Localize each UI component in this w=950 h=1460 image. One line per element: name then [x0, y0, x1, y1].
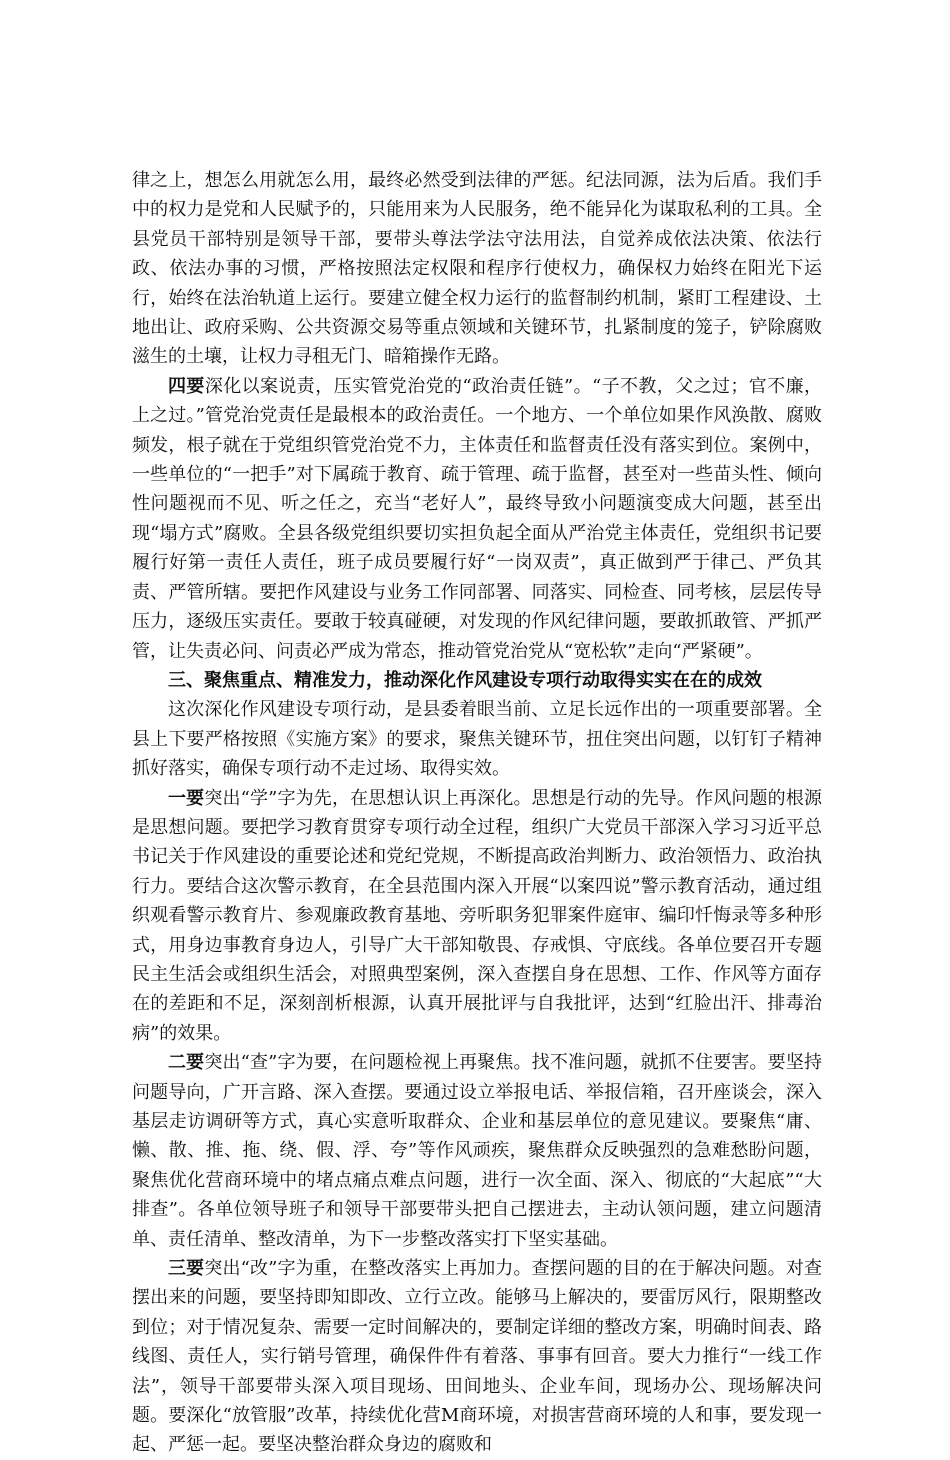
paragraph-point-four — [132, 372, 822, 666]
point-four-lead: 四要 — [168, 375, 205, 397]
section-three-intro: 这次深化作风建设专项行动，是县委着眼当前、立足长远作出的一项重要部署。全县上下要严格按照《实施方案》的要求，聚焦关键环节，扭住突出问题，以钉钉子精神抓好落实，确保专项行动不走过场、取得实效。 — [132, 699, 822, 780]
item-three-body: 突出“改”字为重，在整改落实上再加力。查摆问题的目的在于解决问题。对查摆出来的问题，要坚持即知即改、立行立改。能够马上解决的，要雷厉风行，限期整改到位；对于情况复杂、需要一定时间解决的，要制定详细的整改方案，明确时间表、路线图、责任人，实行销号管理，确保件件有着落、事事有回音。要大力推行“一线工作法”，领导干部要带头深入项目现场、田间地头、企业车间，现场办公、现场解决问题。要深化“放管服”改革，持续优化营M商环境，对损害营商环境的人和事，要发现一起、严惩一起。要坚决整治群众身边的腐败和 — [132, 1258, 822, 1456]
point-four-body: 深化以案说责，压实管党治党的“政治责任链”。“子不教，父之过；官不廉，上之过。”管党治党责任是最根本的政治责任。一个地方、一个单位如果作风涣散、腐败频发，根子就在于党组织管党治党不力，主体责任和监督责任没有落实到位。案例中，一些单位的“一把手”对下属疏于教育、疏于管理、疏于监督，甚至对一些苗头性、倾向性问题视而不见、听之任之，充当“老好人”，最终导致小问题演变成大问题，甚至出现“塌方式”腐败。全县各级党组织要切实担负起全面从严治党主体责任，党组织书记要履行好第一责任人责任，班子成员要履行好“一岗双责”，真正做到严于律己、严负其责、严管所辖。要把作风建设与业务工作同部署、同落实、同检查、同考核，层层传导压力，逐级压实责任。要敢于较真碰硬，对发现的作风纪律问题，要敢抓敢管、严抓严管，让失责必问、问责必严成为常态，推动管党治党从“宽松软”走向“严紧硬”。 — [132, 375, 823, 662]
item-two-lead: 二要 — [168, 1052, 205, 1074]
paragraph-item-two — [132, 1048, 822, 1254]
item-three-lead: 三要 — [168, 1258, 205, 1280]
paragraph-item-three — [132, 1254, 822, 1460]
item-one-lead: 一要 — [168, 787, 205, 809]
paragraph-item-one — [132, 784, 822, 1049]
item-two-body: 突出“查”字为要，在问题检视上再聚焦。找不准问题，就抓不住要害。要坚持问题导向，广开言路、深入查摆。要通过设立举报电话、举报信箱，召开座谈会，深入基层走访调研等方式，真心实意听取群众、企业和基层单位的意见建议。要聚焦“庸、懒、散、推、拖、绕、假、浮、夸”等作风顽疾，聚焦群众反映强烈的急难愁盼问题，聚焦优化营商环境中的堵点痛点难点问题，进行一次全面、深入、彻底的“大起底”“大排查”。各单位领导班子和领导干部要带头把自己摆进去，主动认领问题，建立问题清单、责任清单、整改清单，为下一步整改落实打下坚实基础。 — [132, 1052, 822, 1250]
document-page — [132, 166, 822, 1460]
paragraph-continuation: 律之上，想怎么用就怎么用，最终必然受到法律的严惩。纪法同源，法为后盾。我们手中的权力是党和人民赋予的，只能用来为人民服务，绝不能异化为谋取私利的工具。全县党员干部特别是领导干部，要带头尊法学法守法用法，自觉养成依法决策、依法行政、依法办事的习惯，严格按照法定权限和程序行使权力，确保权力始终在阳光下运行，始终在法治轨道上运行。要建立健全权力运行的监督制约机制，紧盯工程建设、土地出让、政府采购、公共资源交易等重点领域和关键环节，扎紧制度的笼子，铲除腐败滋生的土壤，让权力寻租无门、暗箱操作无路。 — [132, 170, 822, 368]
section-three-heading: 三、聚焦重点、精准发力，推动深化作风建设专项行动取得实实在在的成效 — [168, 669, 762, 691]
item-one-body: 突出“学”字为先，在思想认识上再深化。思想是行动的先导。作风问题的根源是思想问题。要把学习教育贯穿专项行动全过程，组织广大党员干部深入学习习近平总书记关于作风建设的重要论述和党纪党规，不断提高政治判断力、政治领悟力、政治执行力。要结合这次警示教育，在全县范围内深入开展“以案四说”警示教育活动，通过组织观看警示教育片、参观廉政教育基地、旁听职务犯罪案件庭审、编印忏悔录等多种形式，用身边事教育身边人，引导广大干部知敬畏、存戒惧、守底线。各单位要召开专题民主生活会或组织生活会，对照典型案例，深入查摆自身在思想、工作、作风等方面存在的差距和不足，深刻剖析根源，认真开展批评与自我批评，达到“红脸出汗、排毒治病”的效果。 — [132, 787, 822, 1044]
